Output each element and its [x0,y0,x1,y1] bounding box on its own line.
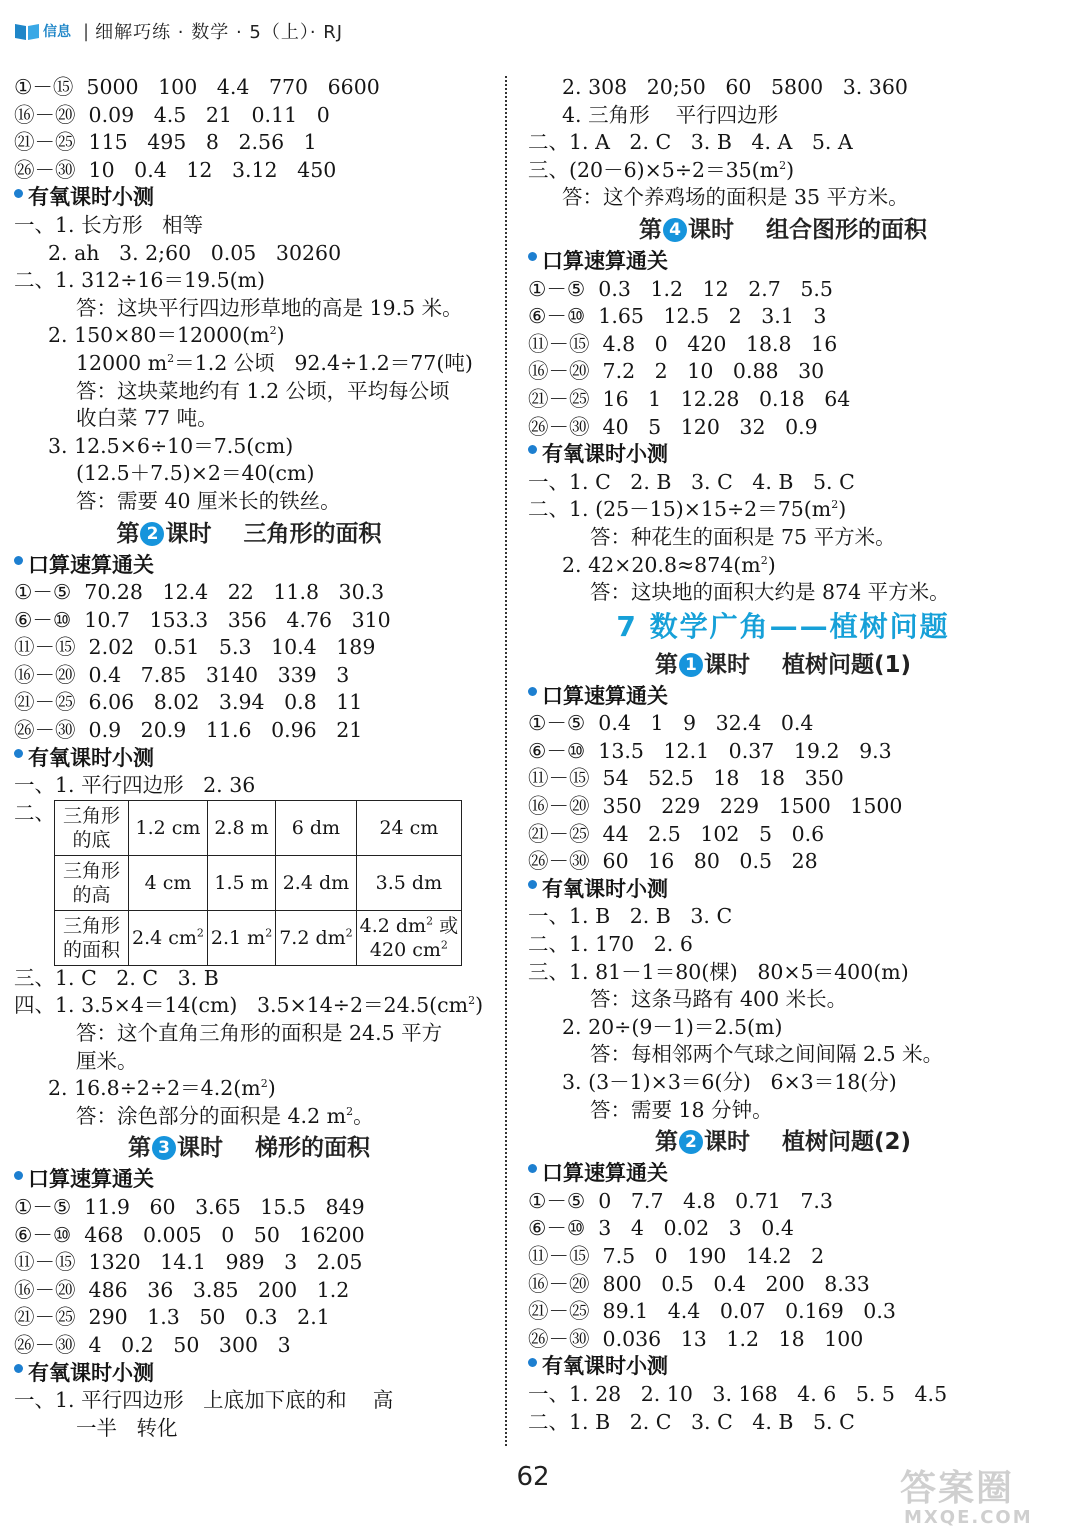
lesson-heading [528,647,1038,683]
superscript: 2 [167,352,175,366]
bullet-icon [528,880,537,889]
page-header [14,14,343,48]
answer-line: ①－⑤ 0.3 1.2 12 2.7 5.5 [528,276,833,301]
section-heading [528,1353,1038,1381]
text: 2.1 m [210,926,266,949]
text: ＝1.2 公顷 92.4÷1.2＝77(吨) [174,350,473,375]
answer-line: ⑥－⑩ 10.7 153.3 356 4.76 310 [14,607,391,632]
book-icon [14,21,40,41]
page-number: 62 [516,1462,550,1492]
lesson-number-badge: 3 [152,1136,176,1160]
table-block [14,800,484,965]
answer-line: 二、1. 170 2. 6 [528,932,693,957]
answer-line: 答：每相邻两个气球之间间隔 2.5 米。 [590,1042,944,1067]
answer-line: 答：种花生的面积是 75 平方米。 [590,524,896,549]
table-cell: 6 dm [276,800,356,855]
answer-line [14,350,484,378]
table-header-cell: 三角形的高 [55,855,129,910]
table-cell: 24 cm [356,800,462,855]
answer-line: ㉑－㉕ 6.06 8.02 3.94 0.8 11 [14,690,363,715]
answer-line: 答：这块地的面积大约是 874 平方米。 [590,580,950,605]
text: 或 [439,914,459,937]
section-title: 口算速算通关 [542,683,668,708]
text: 4.2 dm [359,914,427,937]
answer-line: 答：这块平行四边形草地的高是 19.5 米。 [76,295,463,320]
text: 2.4 cm [132,926,197,949]
answer-line: ㉖－㉚ 0.9 20.9 11.6 0.96 21 [14,718,363,743]
answer-line: ⑯－⑳ 0.09 4.5 21 0.11 0 [14,102,330,127]
answer-line [528,157,1038,185]
table-cell [207,910,275,965]
text: ) [786,157,795,182]
answer-line: 答：这个直角三角形的面积是 24.5 平方 [76,1021,443,1046]
bullet-icon [14,189,23,198]
bullet-icon [528,1358,537,1367]
answer-line: ㉑－㉕ 115 495 8 2.56 1 [14,130,317,155]
answer-line: 一、1. 长方形 相等 [14,212,204,237]
answer-line: 3. (3－1)×3＝6(分) 6×3＝18(分) [562,1070,897,1094]
answer-line: ①－⑤ 11.9 60 3.65 15.5 849 [14,1195,365,1219]
superscript: 2 [468,994,476,1008]
section-heading [14,745,484,773]
text: 12000 m [76,350,168,375]
text: 420 cm [369,938,441,961]
answer-line [14,1103,484,1131]
lesson-number-badge: 1 [679,653,703,677]
bullet-icon [528,1164,537,1173]
answer-line: 一半 转化 [76,1415,178,1440]
answer-line: (12.5＋7.5)×2＝40(cm) [76,461,315,486]
text: 课时 梯形的面积 [176,1135,371,1162]
column-divider [505,76,507,1446]
answer-line [14,992,484,1020]
answer-line: 收白菜 77 吨。 [76,406,218,431]
section-heading [14,184,484,212]
text: ) [267,1076,276,1101]
answer-line: 答：需要 40 厘米长的铁丝。 [76,488,341,513]
bullet-icon [14,1171,23,1180]
text: 2. 16.8÷2÷2＝4.2(m [48,1076,261,1101]
text: 课时 植树问题(2) [703,1129,912,1156]
answer-line: 三、1. C 2. C 3. B [14,965,219,990]
answer-line [14,1075,484,1103]
answer-line: ㉑－㉕ 16 1 12.28 0.18 64 [528,386,851,411]
table-cell [276,910,356,965]
text: 三、(20－6)×5÷2＝35(m [528,157,780,182]
text: 2. 42×20.8≈874(m [562,552,761,577]
text: 二、1. (25－15)×15÷2＝75(m [528,497,832,522]
superscript: 2 [426,914,434,928]
watermark-url: MXQE.COM [904,1507,1033,1528]
table-header-cell: 三角形的底 [55,800,129,855]
answer-line: ①－⑤ 70.28 12.4 22 11.8 30.3 [14,580,385,605]
answer-line: 二、1. 312÷16＝19.5(m) [14,268,266,293]
bullet-icon [14,556,23,565]
answer-line: ①－⑤ 0 7.7 4.8 0.71 7.3 [528,1188,833,1213]
text: ) [276,323,285,348]
answer-line: 一、1. 平行四边形 2. 36 [14,773,256,798]
text: 2. 150×80＝12000(m [48,323,270,348]
answer-line: 答：这条马路有 400 米长。 [590,987,848,1012]
answer-line: ⑯－⑳ 486 36 3.85 200 1.2 [14,1277,350,1302]
answer-line: ㉖－㉚ 10 0.4 12 3.12 450 [14,157,337,182]
section-title: 口算速算通关 [28,552,154,577]
answer-table [54,800,462,966]
bullet-icon [528,445,537,454]
section-heading [528,1160,1038,1188]
brand-logo [14,21,71,41]
answer-line: 一、1. B 2. B 3. C [528,904,733,929]
bullet-icon [528,687,537,696]
superscript: 2 [760,553,768,567]
answer-line: 三、1. 81－1＝80(棵) 80×5＝400(m) [528,959,909,984]
bullet-icon [14,1364,23,1373]
lesson-heading [14,1130,484,1166]
bullet-icon [528,252,537,261]
lesson-heading [528,1124,1038,1160]
answer-line: ㉖－㉚ 60 16 80 0.5 28 [528,849,818,874]
section-title: 口算速算通关 [28,1167,154,1192]
answer-line: ⑯－⑳ 350 229 229 1500 1500 [528,794,903,819]
answer-line: ⑯－⑳ 0.4 7.85 3140 339 3 [14,662,350,687]
section-title: 口算速算通关 [542,248,668,273]
text: 第 [116,520,140,547]
answer-line: 二、1. A 2. C 3. B 4. A 5. A [528,130,853,155]
table-cell: 4 cm [129,855,208,910]
text: ) [475,993,484,1018]
table-cell [356,910,462,965]
superscript: 2 [779,158,787,172]
text: 课时 三角形的面积 [165,520,382,547]
section-heading [528,876,1038,904]
answer-line: 一、1. C 2. B 3. C 4. B 5. C [528,469,855,494]
superscript: 2 [440,938,448,952]
table-cell [129,910,208,965]
superscript: 2 [346,1104,354,1118]
text: 第 [654,651,678,678]
text: 。 [353,1103,374,1128]
chapter-title: 7 数学广角——植树问题 [616,609,950,643]
section-title: 有氧课时小测 [542,1354,668,1379]
answer-line: ㉑－㉕ 44 2.5 102 5 0.6 [528,821,825,846]
watermark [900,1470,1060,1530]
answer-line: ①－⑮ 5000 100 4.4 770 6600 [14,75,380,99]
answer-line: ⑯－⑳ 800 0.5 0.4 200 8.33 [528,1271,870,1296]
answer-line: 答：这块菜地约有 1.2 公顷，平均每公顷 [76,378,450,403]
section-title: 有氧课时小测 [28,185,154,210]
table-row [55,855,462,910]
answer-line: ⑥－⑩ 3 4 0.02 3 0.4 [528,1216,794,1241]
section-title: 有氧课时小测 [542,876,668,901]
section-heading [14,552,484,580]
answer-line: ㉑－㉕ 89.1 4.4 0.07 0.169 0.3 [528,1299,896,1324]
answer-line: 一、1. 平行四边形 上底加下底的和 高 [14,1388,394,1413]
answer-line: 2. 308 20;50 60 5800 3. 360 [562,75,908,99]
lesson-number-badge: 2 [140,522,164,546]
answer-line: ㉑－㉕ 290 1.3 50 0.3 2.1 [14,1305,330,1330]
table-row [55,800,462,855]
answer-line: ㉖－㉚ 4 0.2 50 300 3 [14,1332,291,1357]
left-column [14,74,484,1442]
answer-line [528,552,1038,580]
text: 课时 组合图形的面积 [687,216,928,243]
table-cell: 3.5 dm [356,855,462,910]
section-title: 有氧课时小测 [28,1360,154,1385]
section-title: 口算速算通关 [542,1161,668,1186]
text: ) [767,552,776,577]
superscript: 2 [345,926,353,940]
section-heading [528,441,1038,469]
answer-line: 3. 12.5×6÷10＝7.5(cm) [48,433,294,458]
superscript: 2 [831,498,839,512]
section-heading [528,248,1038,276]
superscript: 2 [269,324,277,338]
watermark-text: 答案圈 [900,1468,1015,1509]
table-cell: 2.8 m [207,800,275,855]
text: 第 [654,1129,678,1156]
answer-line: 2. 20÷(9－1)＝2.5(m) [562,1014,783,1039]
text: 第 [638,216,662,243]
answer-line: 一、1. 28 2. 10 3. 168 4. 6 5. 5 4.5 [528,1381,948,1406]
table-row [55,910,462,965]
answer-line: ㉖－㉚ 0.036 13 1.2 18 100 [528,1326,864,1351]
table-header-cell: 三角形的面积 [55,910,129,965]
table-cell: 1.5 m [207,855,275,910]
text: 第 [127,1135,151,1162]
answer-line: ⑥－⑩ 13.5 12.1 0.37 19.2 9.3 [528,738,892,763]
answer-line: ⑪－⑮ 1320 14.1 989 3 2.05 [14,1250,363,1275]
answer-line: ㉖－㉚ 40 5 120 32 0.9 [528,414,818,439]
table-cell: 2.4 dm [276,855,356,910]
section-title: 有氧课时小测 [542,442,668,467]
text: 课时 植树问题(1) [703,651,912,678]
answer-line [528,496,1038,524]
bullet-icon [14,749,23,758]
text: 二、 [14,800,55,825]
section-heading [14,1166,484,1194]
table-cell: 1.2 cm [129,800,208,855]
right-column [528,74,1038,1436]
answer-line: ⑥－⑩ 468 0.005 0 50 16200 [14,1222,365,1247]
lesson-heading [528,212,1038,248]
answer-line: 二、1. B 2. C 3. C 4. B 5. C [528,1409,855,1434]
lesson-number-badge: 4 [663,218,687,242]
section-heading [528,683,1038,711]
superscript: 2 [260,1077,268,1091]
answer-line: 答：这个养鸡场的面积是 35 平方米。 [562,185,909,210]
brand-text: 信息 [43,24,71,40]
text: 四、1. 3.5×4＝14(cm) 3.5×14÷2＝24.5(cm [14,993,469,1018]
answer-line [14,322,484,350]
superscript: 2 [265,926,273,940]
section-heading [14,1360,484,1388]
answer-line: 2. ah 3. 2;60 0.05 30260 [48,240,342,265]
answer-line: ⑯－⑳ 7.2 2 10 0.88 30 [528,359,825,384]
answer-line: ⑪－⑮ 2.02 0.51 5.3 10.4 189 [14,635,376,660]
answer-line: ①－⑤ 0.4 1 9 32.4 0.4 [528,711,814,736]
text: ) [838,497,847,522]
answer-line: ⑥－⑩ 1.65 12.5 2 3.1 3 [528,304,827,329]
text: 7.2 dm [279,926,346,949]
header-separator: | [83,20,90,42]
lesson-heading [14,516,484,552]
section-title: 有氧课时小测 [28,745,154,770]
answer-line: 4. 三角形 平行四边形 [562,102,779,127]
answer-line: ⑪－⑮ 4.8 0 420 18.8 16 [528,331,838,356]
header-title: 细解巧练 · 数学 · 5（上）· RJ [95,22,344,43]
lesson-number-badge: 2 [679,1130,703,1154]
answer-line: ⑪－⑮ 54 52.5 18 18 350 [528,766,844,791]
answer-line: ⑪－⑮ 7.5 0 190 14.2 2 [528,1243,825,1268]
text: 答：涂色部分的面积是 4.2 m [76,1103,347,1128]
answer-line: 答：需要 18 分钟。 [590,1097,773,1122]
answer-line: 厘米。 [76,1048,138,1073]
superscript: 2 [196,926,204,940]
